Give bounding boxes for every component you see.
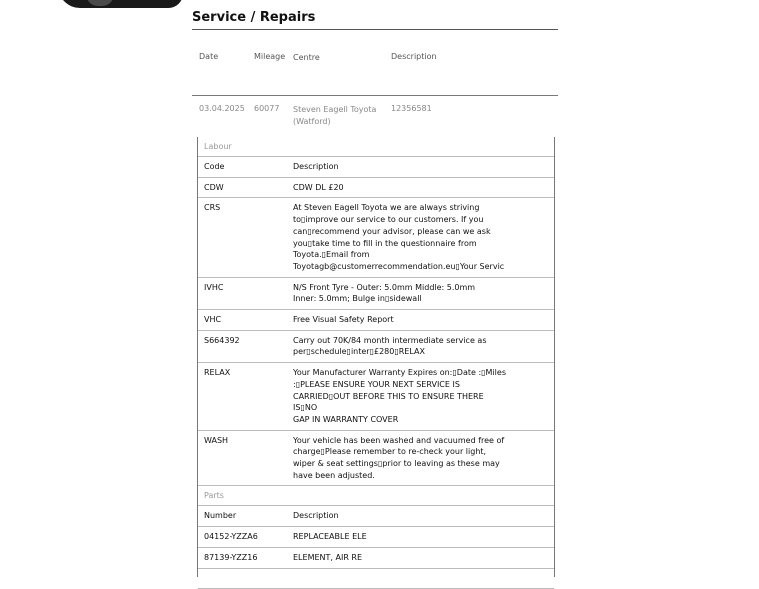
section-heading: Service / Repairs [192,10,558,30]
labour-description: At Steven Eagell Toyota we are always striving to▯improve our service to our customers. If you can▯recommend your advisor, please can we ask you▯take time to fill in the questionnaire from Toyota.▯Email from Toyotagb@customerrecommendation.eu▯Your Servic [293,203,505,271]
history-centre: Steven Eagell Toyota (Watford) [293,105,377,126]
labour-code: VHC [204,315,222,325]
col-date-header: Date [199,52,219,61]
col-centre-header: Centre [293,53,320,62]
labour-row [198,363,554,431]
part-number [198,569,287,589]
labour-row [198,278,554,310]
history-mileage: 60077 [254,104,280,113]
col-mileage-header: Mileage [254,52,286,61]
part-number: 87139-YZZ16 [204,552,258,562]
parts-header-row [198,506,554,527]
history-description: 12356581 [391,104,432,113]
history-row[interactable] [192,104,558,136]
labour-code: CDW [204,182,224,192]
labour-row [198,331,554,363]
parts-row [198,548,554,569]
history-header [192,52,558,96]
part-number: 04152-YZZA6 [204,532,258,542]
labour-header-row [198,157,554,178]
labour-row [198,310,554,331]
labour-description: Free Visual Safety Report [293,315,394,325]
labour-code: CRS [204,203,221,213]
labour-desc-header: Description [293,162,339,171]
history-date: 03.04.2025 [199,104,245,113]
labour-row [198,178,554,199]
labour-code: WASH [204,435,229,445]
car-image [58,0,183,8]
labour-section-label: Labour [198,137,554,157]
labour-description: CDW DL £20 [293,182,344,192]
parts-row [198,527,554,548]
parts-row [198,569,554,589]
part-description: ELEMENT, AIR RE [293,552,363,562]
part-description: REPLACEABLE ELE [293,532,367,542]
part-description [287,569,508,589]
labour-row [198,198,554,277]
labour-code-header: Code [204,162,225,171]
service-detail-panel [197,137,555,577]
labour-row [198,431,554,487]
parts-section-label: Parts [198,486,554,506]
labour-code: IVHC [204,282,224,292]
parts-number-header: Number [204,511,237,521]
parts-desc-header: Description [293,511,339,521]
labour-description: N/S Front Tyre - Outer: 5.0mm Middle: 5.0mm Inner: 5.0mm; Bulge in▯sidewall [293,282,476,304]
labour-description: Your vehicle has been washed and vacuumed free of charge▯Please remember to re-check your light, wiper & seat settings▯prior to leaving as these may have been adjusted. [293,435,505,480]
labour-description: Carry out 70K/84 month intermediate service as per▯schedule▯inter▯£280▯RELAX [293,335,487,357]
labour-code: RELAX [204,368,231,378]
labour-code: S664392 [204,335,240,345]
labour-description: Your Manufacturer Warranty Expires on:▯Date :▯Miles :▯PLEASE ENSURE YOUR NEXT SERVICE IS CARRIED▯OUT BEFORE THIS TO ENSURE THERE IS▯NO GAP IN WARRANTY COVER [293,368,506,424]
col-description-header: Description [391,52,437,61]
